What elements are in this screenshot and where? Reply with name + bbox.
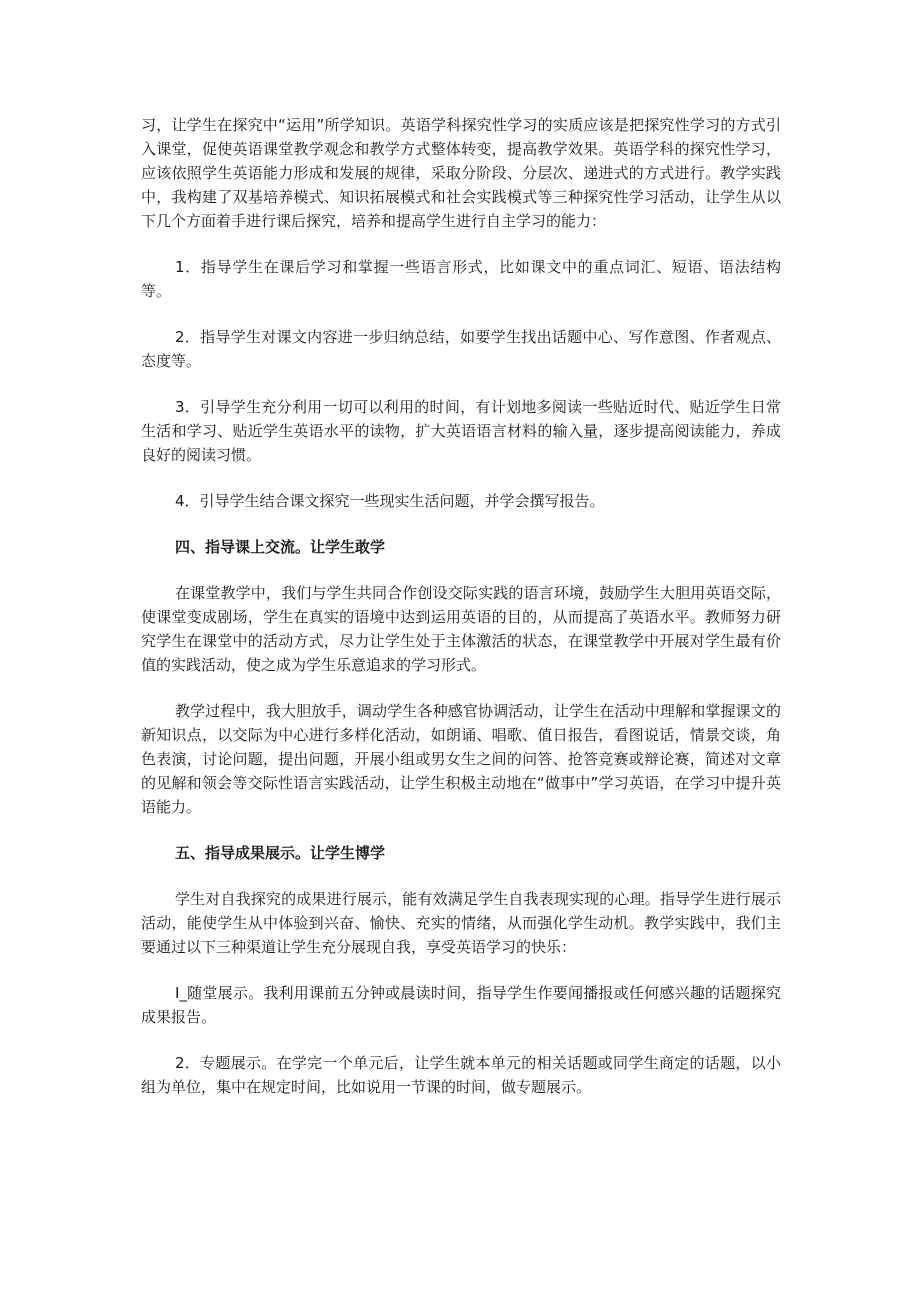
paragraph-classroom: 在课堂教学中，我们与学生共同合作创设交际实践的语言环境，鼓励学生大胆用英语交际，使课堂变成剧场，学生在真实的语境中达到运用英语的目的，从而提高了英语水平。教师努力研究学生在课堂中的活动方式，尽力让学生处于主体激活的状态，在课堂教学中开展对学生最有价值的实践活动，使之成为学生乐意追求的学习形式。: [141, 584, 781, 674]
document-page: [141, 113, 781, 1121]
list-item-2: 2．指导学生对课文内容进一步归纳总结，如要学生找出话题中心、写作意图、作者观点、态度等。: [141, 328, 781, 370]
section-heading-4: 四、指导课上交流。让学生敢学: [175, 538, 386, 556]
showcase-item-2: 2．专题展示。在学完一个单元后，让学生就本单元的相关话题或同学生商定的话题，以小组为单位，集中在规定时间，比如说用一节课的时间，做专题展示。: [141, 1054, 781, 1096]
paragraph-intro: 习，让学生在探究中“运用”所学知识。英语学科探究性学习的实质应该是把探究性学习的方式引入课堂，促使英语课堂教学观念和教学方式整体转变，提高教学效果。英语学科的探究性学习，应该依照学生英语能力形成和发展的规律，采取分阶段、分层次、递进式的方式进行。教学实践中，我构建了双基培养模式、知识拓展模式和社会实践模式等三种探究性学习活动，让学生从以下几个方面着手进行课后探究，培养和提高学生进行自主学习的能力：: [141, 116, 781, 230]
list-item-1: 1．指导学生在课后学习和掌握一些语言形式，比如课文中的重点词汇、短语、语法结构等。: [141, 258, 781, 300]
list-item-3: 3．引导学生充分利用一切可以利用的时间，有计划地多阅读一些贴近时代、贴近学生日常生活和学习、贴近学生英语水平的读物，扩大英语语言材料的输入量，逐步提高阅读能力，养成良好的阅读习惯。: [141, 398, 781, 464]
paragraph-showcase: 学生对自我探究的成果进行展示，能有效满足学生自我表现实现的心理。指导学生进行展示活动，能使学生从中体验到兴奋、愉快、充实的情绪，从而强化学生动机。教学实践中，我们主要通过以下三种渠道让学生充分展现自我，享受英语学习的快乐：: [141, 890, 781, 956]
paragraph-teaching-process: 教学过程中，我大胆放手，调动学生各种感官协调活动，让学生在活动中理解和掌握课文的新知识点，以交际为中心进行多样化活动，如朗诵、唱歌、值日报告，看图说话，情景交谈，角色表演，讨论问题，提出问题，开展小组或男女生之间的问答、抢答竞赛或辩论赛，简述对文章的见解和领会等交际性语言实践活动，让学生积极主动地在“做事中”学习英语，在学习中提升英语能力。: [141, 702, 781, 816]
section-heading-5: 五、指导成果展示。让学生博学: [175, 844, 386, 862]
showcase-item-1: I_随堂展示。我利用课前五分钟或晨读时间，指导学生作要闻播报或任何感兴趣的话题探究成果报告。: [141, 984, 781, 1026]
list-item-4: 4．引导学生结合课文探究一些现实生活问题，并学会撰写报告。: [175, 492, 605, 510]
